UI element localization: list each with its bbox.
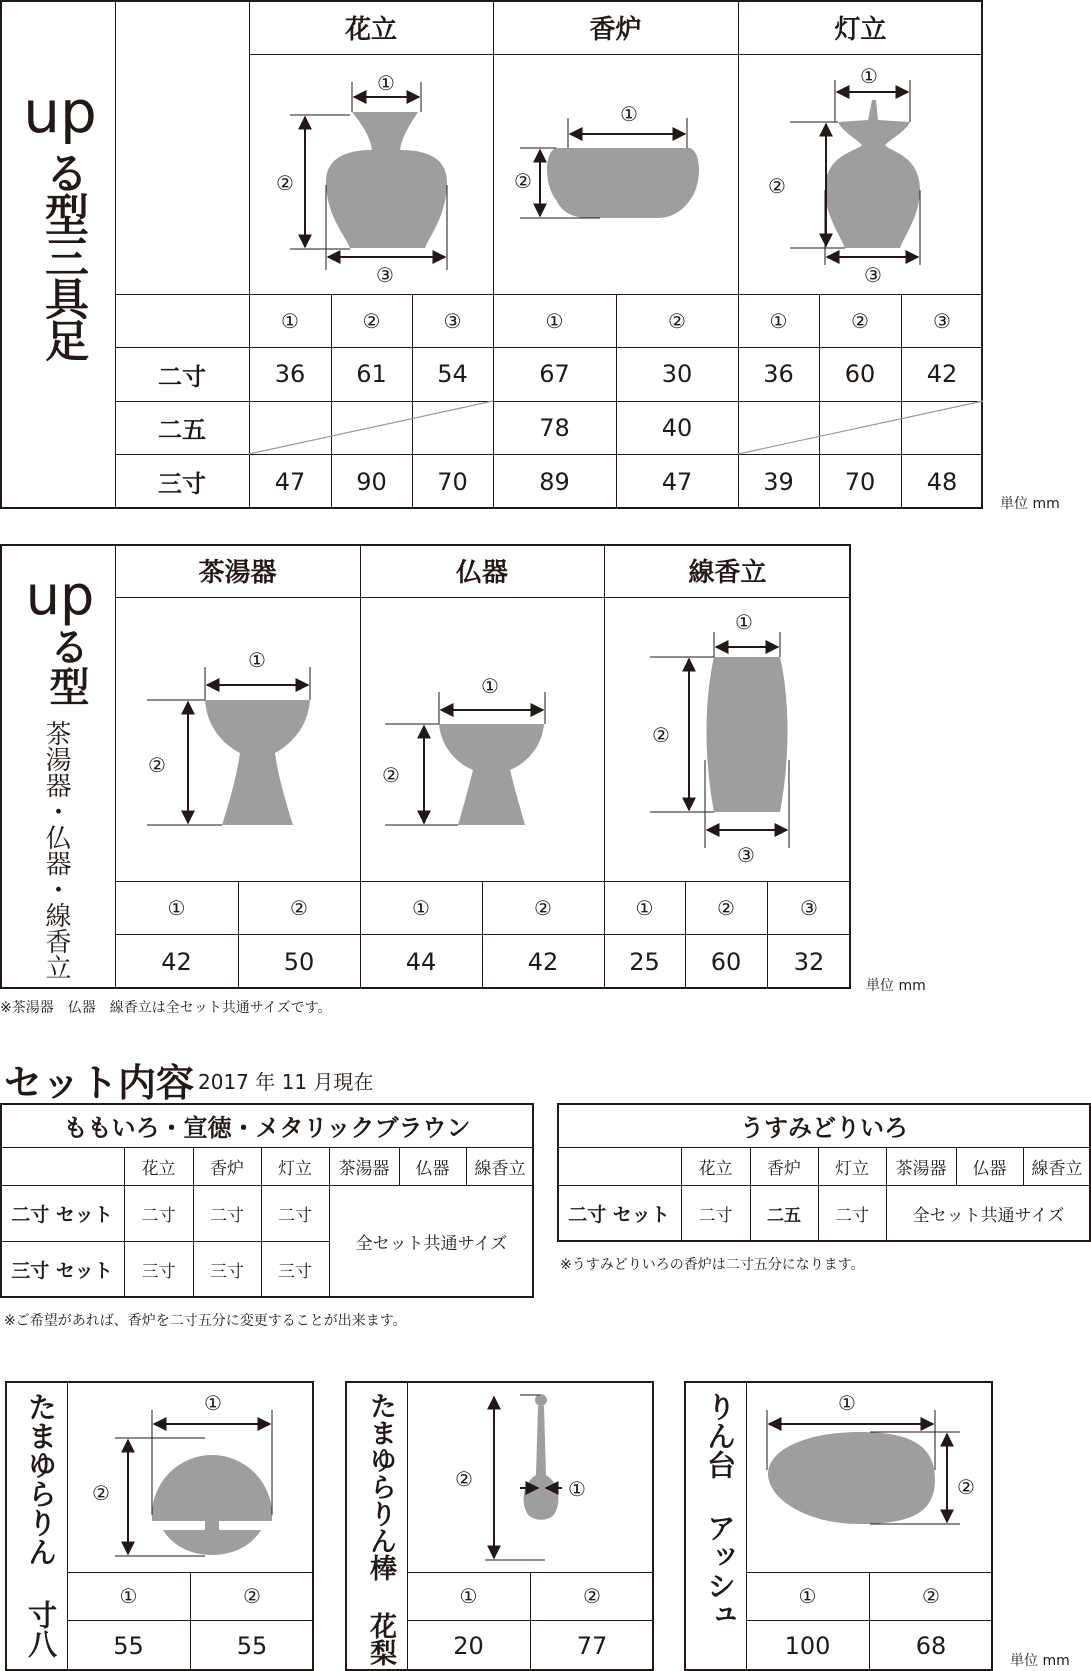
rindai-illustration — [767, 1391, 975, 1524]
col-marker: ① — [281, 308, 299, 333]
marker-1: ① — [377, 71, 395, 95]
table-cell: 77 — [576, 1631, 608, 1660]
col-marker: ① — [798, 1584, 817, 1608]
marker-1: ① — [838, 1391, 856, 1415]
table-cell: 89 — [539, 467, 570, 496]
table2-side-title: る型 — [43, 626, 89, 706]
marker-2: ② — [514, 169, 532, 193]
marker-2: ② — [382, 763, 400, 787]
set-left-col: 灯立 — [278, 1158, 312, 1179]
col-marker: ① — [769, 308, 788, 333]
set-left-col: 線香立 — [474, 1158, 526, 1179]
col-marker: ③ — [933, 308, 951, 333]
table-cell: 39 — [763, 467, 794, 496]
marker-3: ③ — [737, 843, 755, 867]
set-right-col: 香炉 — [767, 1158, 801, 1179]
col-marker: ② — [851, 308, 869, 333]
col-marker: ① — [119, 1584, 138, 1608]
table-cell: 48 — [926, 467, 958, 496]
note-common-size: ※茶湯器 仏器 線香立は全セット共通サイズです。 — [0, 1000, 332, 1016]
tamayurarin-illustration — [92, 1391, 272, 1556]
marker-2: ② — [148, 753, 166, 777]
table-cell: 70 — [844, 467, 876, 496]
marker-1: ① — [248, 648, 266, 672]
marker-2: ② — [455, 1467, 473, 1491]
col-marker: ② — [290, 895, 308, 920]
table-cell: 47 — [661, 467, 693, 496]
unit-label: 単位 mm — [1010, 1653, 1070, 1669]
set-left-cell: 二寸 — [278, 1205, 312, 1226]
candle-stand-illustration — [768, 64, 920, 287]
unit-label: 単位 mm — [866, 978, 926, 994]
set-right-col: 茶湯器 — [895, 1158, 947, 1179]
table-cell: 42 — [926, 360, 958, 388]
set-left-cell: 三寸 — [210, 1262, 244, 1282]
incense-burner-illustration — [514, 102, 699, 218]
table-cell: 60 — [710, 947, 742, 976]
table-cell: 47 — [274, 467, 306, 496]
col-marker: ② — [534, 895, 552, 920]
table-cell: 25 — [629, 947, 660, 976]
col-marker: ② — [243, 1584, 261, 1608]
chatoki-illustration — [147, 648, 310, 825]
box1-title: たまゆらりん 寸八 — [24, 1392, 58, 1658]
table-cell: 54 — [437, 360, 468, 388]
col-marker: ② — [583, 1584, 601, 1608]
table-cell: 90 — [356, 467, 387, 496]
table-cell: 20 — [453, 1631, 484, 1660]
table-cell: 30 — [661, 360, 693, 388]
table-cell: 67 — [539, 360, 570, 388]
header-bukki: 仏器 — [455, 558, 508, 588]
set-left-note: ※ご希望があれば、香炉を二寸五分に変更することが出来ます。 — [4, 1313, 407, 1329]
marker-1: ① — [735, 610, 753, 634]
set-left-col: 香炉 — [210, 1158, 244, 1179]
col-marker: ① — [459, 1584, 478, 1608]
set-left-title: ももいろ・宣徳・メタリックブラウン — [63, 1113, 471, 1142]
bukki-illustration — [382, 674, 545, 825]
table2-side-subtitle: 茶湯器・仏器・線香立 — [41, 720, 71, 980]
marker-2: ② — [276, 171, 294, 195]
set-left-row-label: 二寸 セット — [11, 1203, 113, 1226]
set-right-col: 灯立 — [835, 1158, 869, 1179]
table1-side-title: る型三具足 — [37, 150, 88, 360]
table-cell: 60 — [844, 360, 876, 388]
set-right-col: 仏器 — [972, 1158, 1007, 1179]
unit-label: 単位 mm — [1000, 496, 1060, 512]
table-cell: 68 — [915, 1631, 947, 1660]
table-cell: 36 — [274, 360, 306, 388]
section-title: セット内容 — [4, 1061, 195, 1105]
tamayurarin-bou-illustration — [455, 1394, 586, 1560]
col-marker: ① — [167, 895, 186, 920]
set-left-col: 仏器 — [415, 1158, 450, 1179]
marker-1: ① — [568, 1477, 586, 1501]
table-cell: 40 — [661, 413, 693, 442]
set-right-cell: 二五 — [767, 1206, 801, 1226]
table-cell: 61 — [356, 360, 387, 388]
header-senkotate: 線香立 — [688, 558, 767, 588]
set-left-cell: 二寸 — [141, 1205, 176, 1226]
section-date: 2017 年 11 月現在 — [198, 1070, 374, 1094]
marker-3: ③ — [376, 263, 394, 287]
set-left-col: 茶湯器 — [338, 1158, 390, 1179]
set-right-col: 花立 — [698, 1158, 733, 1179]
set-left-col: 花立 — [141, 1158, 176, 1179]
set-right-note: ※うすみどりいろの香炉は二寸五分になります。 — [560, 1257, 865, 1273]
table-cell: 78 — [539, 413, 570, 442]
table-cell: 100 — [784, 1631, 831, 1660]
senkotate-illustration — [650, 610, 789, 867]
marker-1: ① — [620, 102, 638, 126]
col-marker: ① — [545, 308, 564, 333]
set-right-row-label: 二寸 セット — [568, 1204, 670, 1226]
header-todate: 灯立 — [834, 14, 887, 45]
col-marker: ③ — [443, 308, 462, 333]
table-cell: 42 — [527, 947, 559, 976]
table-cell: 36 — [763, 360, 794, 388]
row-label-nigo: 二五 — [158, 416, 206, 444]
col-marker: ② — [717, 895, 735, 920]
marker-1: ① — [481, 674, 499, 698]
table-cell: 50 — [283, 947, 315, 976]
marker-3: ③ — [864, 263, 882, 287]
table-cell: 44 — [405, 947, 437, 976]
box3-title: りん台 アッシュ — [703, 1392, 737, 1629]
header-chatoki: 茶湯器 — [198, 558, 277, 588]
col-marker: ② — [668, 308, 686, 333]
set-left-cell: 三寸 — [141, 1262, 176, 1282]
row-label-sansun: 三寸 — [158, 470, 206, 498]
set-right-col: 線香立 — [1031, 1158, 1083, 1179]
vase-illustration — [276, 71, 447, 287]
marker-1: ① — [204, 1391, 222, 1415]
set-right-cell: 二寸 — [698, 1206, 733, 1226]
header-koro: 香炉 — [589, 14, 642, 45]
set-right-cell: 二寸 — [835, 1206, 869, 1226]
set-left-cell: 三寸 — [278, 1262, 312, 1282]
set-left-common: 全セット共通サイズ — [355, 1234, 508, 1254]
table-cell: 55 — [236, 1631, 268, 1660]
table-cell: 70 — [437, 467, 468, 496]
box2-title: たまゆらりん棒 花梨 — [365, 1392, 396, 1666]
table-cell: 42 — [161, 947, 192, 976]
marker-2: ② — [652, 723, 670, 747]
marker-2: ② — [957, 1475, 975, 1499]
header-kadate: 花立 — [344, 14, 397, 45]
col-marker: ② — [922, 1584, 940, 1608]
marker-2: ② — [92, 1481, 110, 1505]
col-marker: ① — [412, 895, 430, 920]
set-left-cell: 二寸 — [210, 1205, 244, 1226]
set-left-row-label: 三寸 セット — [11, 1260, 113, 1282]
marker-1: ① — [860, 64, 878, 88]
col-marker: ① — [635, 895, 654, 920]
table2-side-title-up: up — [25, 564, 95, 627]
set-right-title: うすみどりいろ — [740, 1113, 908, 1142]
set-right-common: 全セット共通サイズ — [912, 1206, 1065, 1226]
table-cell: 55 — [113, 1631, 144, 1660]
table1-side-title-up: up — [23, 78, 97, 146]
marker-2: ② — [768, 174, 786, 198]
table-cell: 32 — [793, 947, 825, 976]
row-label-nisun: 二寸 — [158, 362, 206, 391]
col-marker: ③ — [800, 895, 818, 920]
col-marker: ② — [362, 308, 381, 333]
